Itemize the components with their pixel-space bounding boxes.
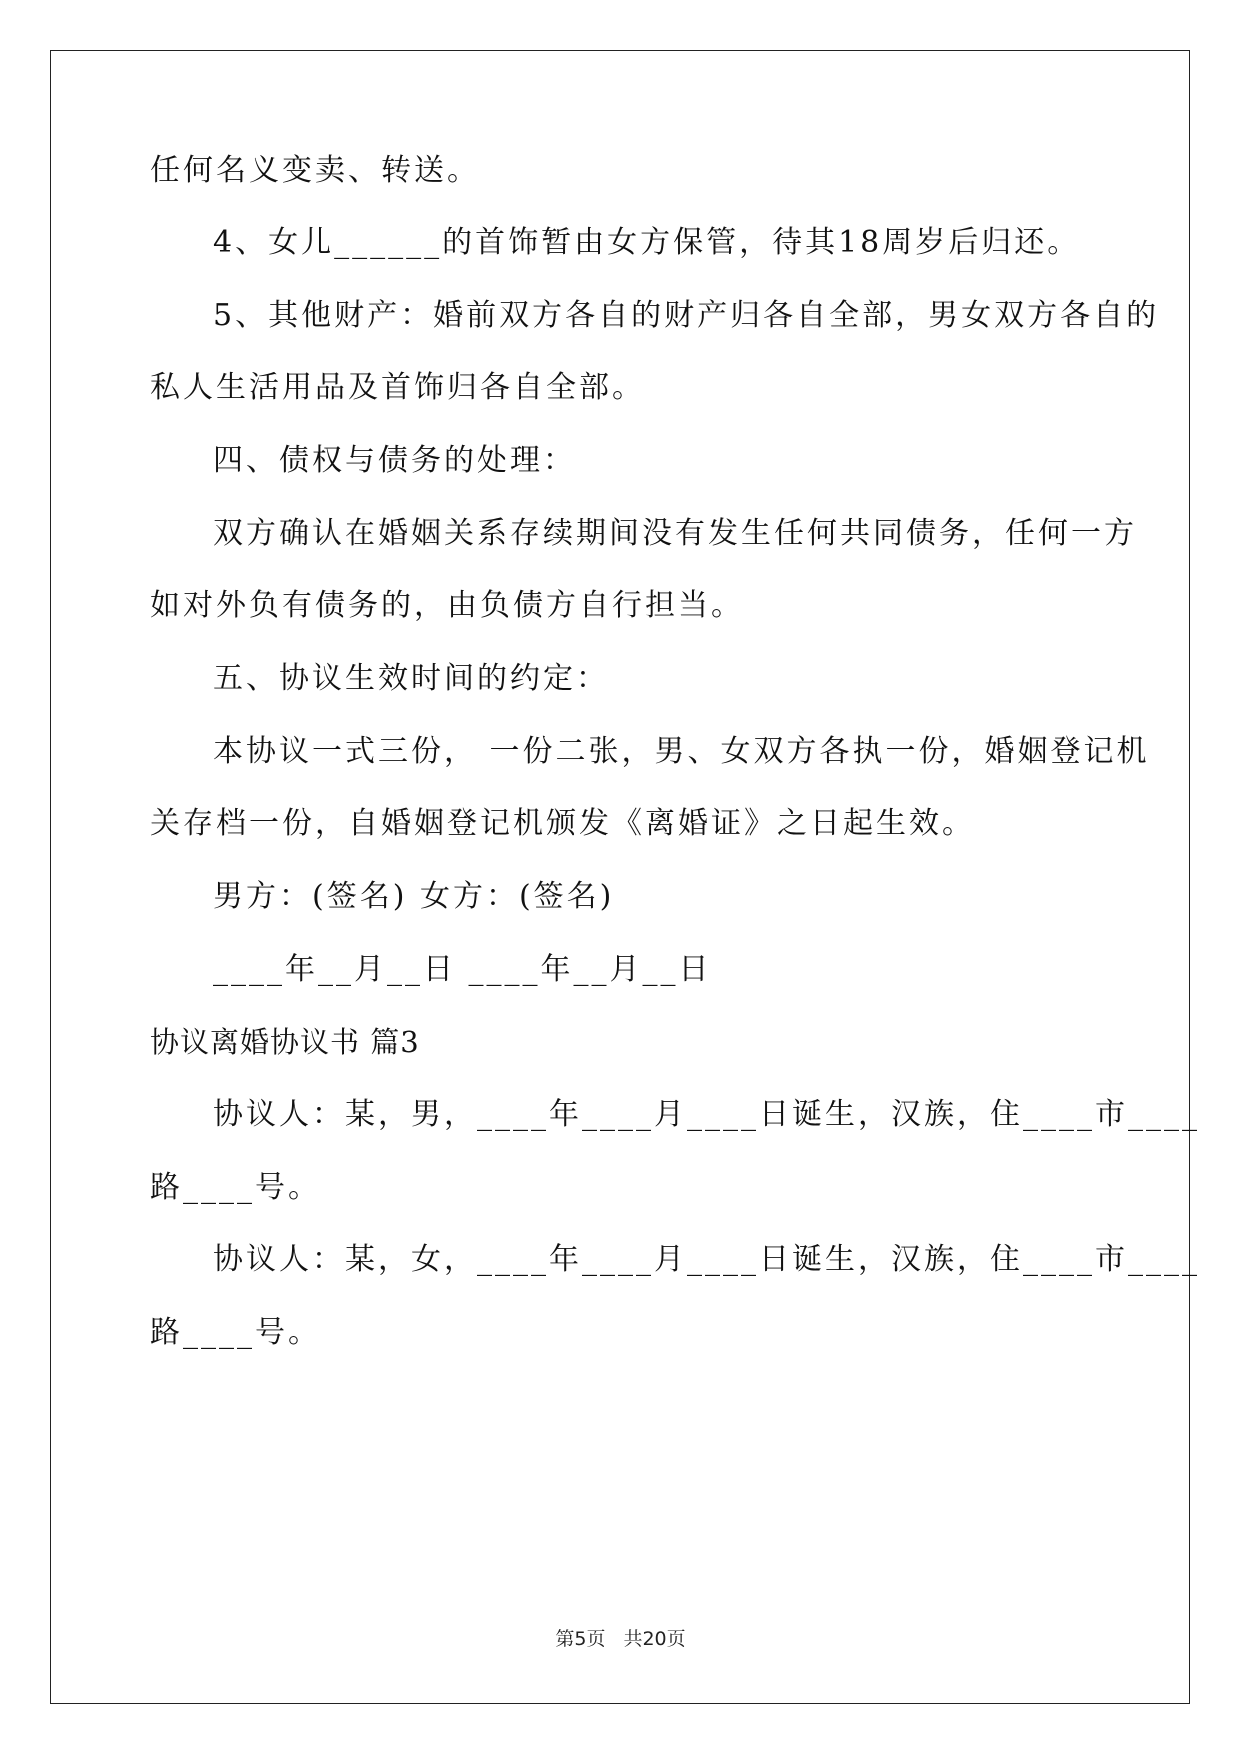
paragraph-line-7: 如对外负有债务的，由负债方自行担当。 bbox=[150, 588, 744, 623]
party-male-line-2: 路____号。 bbox=[150, 1170, 321, 1205]
paragraph-line-3: 5、其他财产：婚前双方各自的财产归各自全部，男女双方各自的 bbox=[213, 298, 1160, 333]
paragraph-line-6: 双方确认在婚姻关系存续期间没有发生任何共同债务，任何一方 bbox=[213, 516, 1137, 551]
paragraph-line-10: 关存档一份，自婚姻登记机颁发《离婚证》之日起生效。 bbox=[150, 806, 975, 841]
signature-line: 男方：(签名) 女方：(签名) bbox=[213, 879, 615, 914]
page-total: 共20页 bbox=[623, 1628, 686, 1650]
section-heading-effective: 五、协议生效时间的约定： bbox=[213, 661, 609, 696]
party-female-line-1: 协议人：某，女，____年____月____日诞生，汉族，住____市____ bbox=[213, 1242, 1200, 1277]
paragraph-line-4: 私人生活用品及首饰归各自全部。 bbox=[150, 370, 645, 405]
article-title: 协议离婚协议书 篇3 bbox=[150, 1025, 420, 1059]
party-female-line-2: 路____号。 bbox=[150, 1315, 321, 1350]
date-line: ____年__月__日 ____年__月__日 bbox=[213, 952, 712, 987]
page-footer bbox=[0, 1628, 1241, 1650]
party-male-line-1: 协议人：某，男，____年____月____日诞生，汉族，住____市____ bbox=[213, 1097, 1200, 1132]
page-number: 第5页 bbox=[555, 1628, 606, 1650]
section-heading-debts: 四、债权与债务的处理： bbox=[213, 443, 576, 478]
paragraph-line-1: 任何名义变卖、转送。 bbox=[150, 153, 480, 188]
paragraph-line-2: 4、女儿______的首饰暂由女方保管，待其18周岁后归还。 bbox=[213, 225, 1081, 260]
paragraph-line-9: 本协议一式三份， 一份二张，男、女双方各执一份，婚姻登记机 bbox=[213, 734, 1150, 769]
